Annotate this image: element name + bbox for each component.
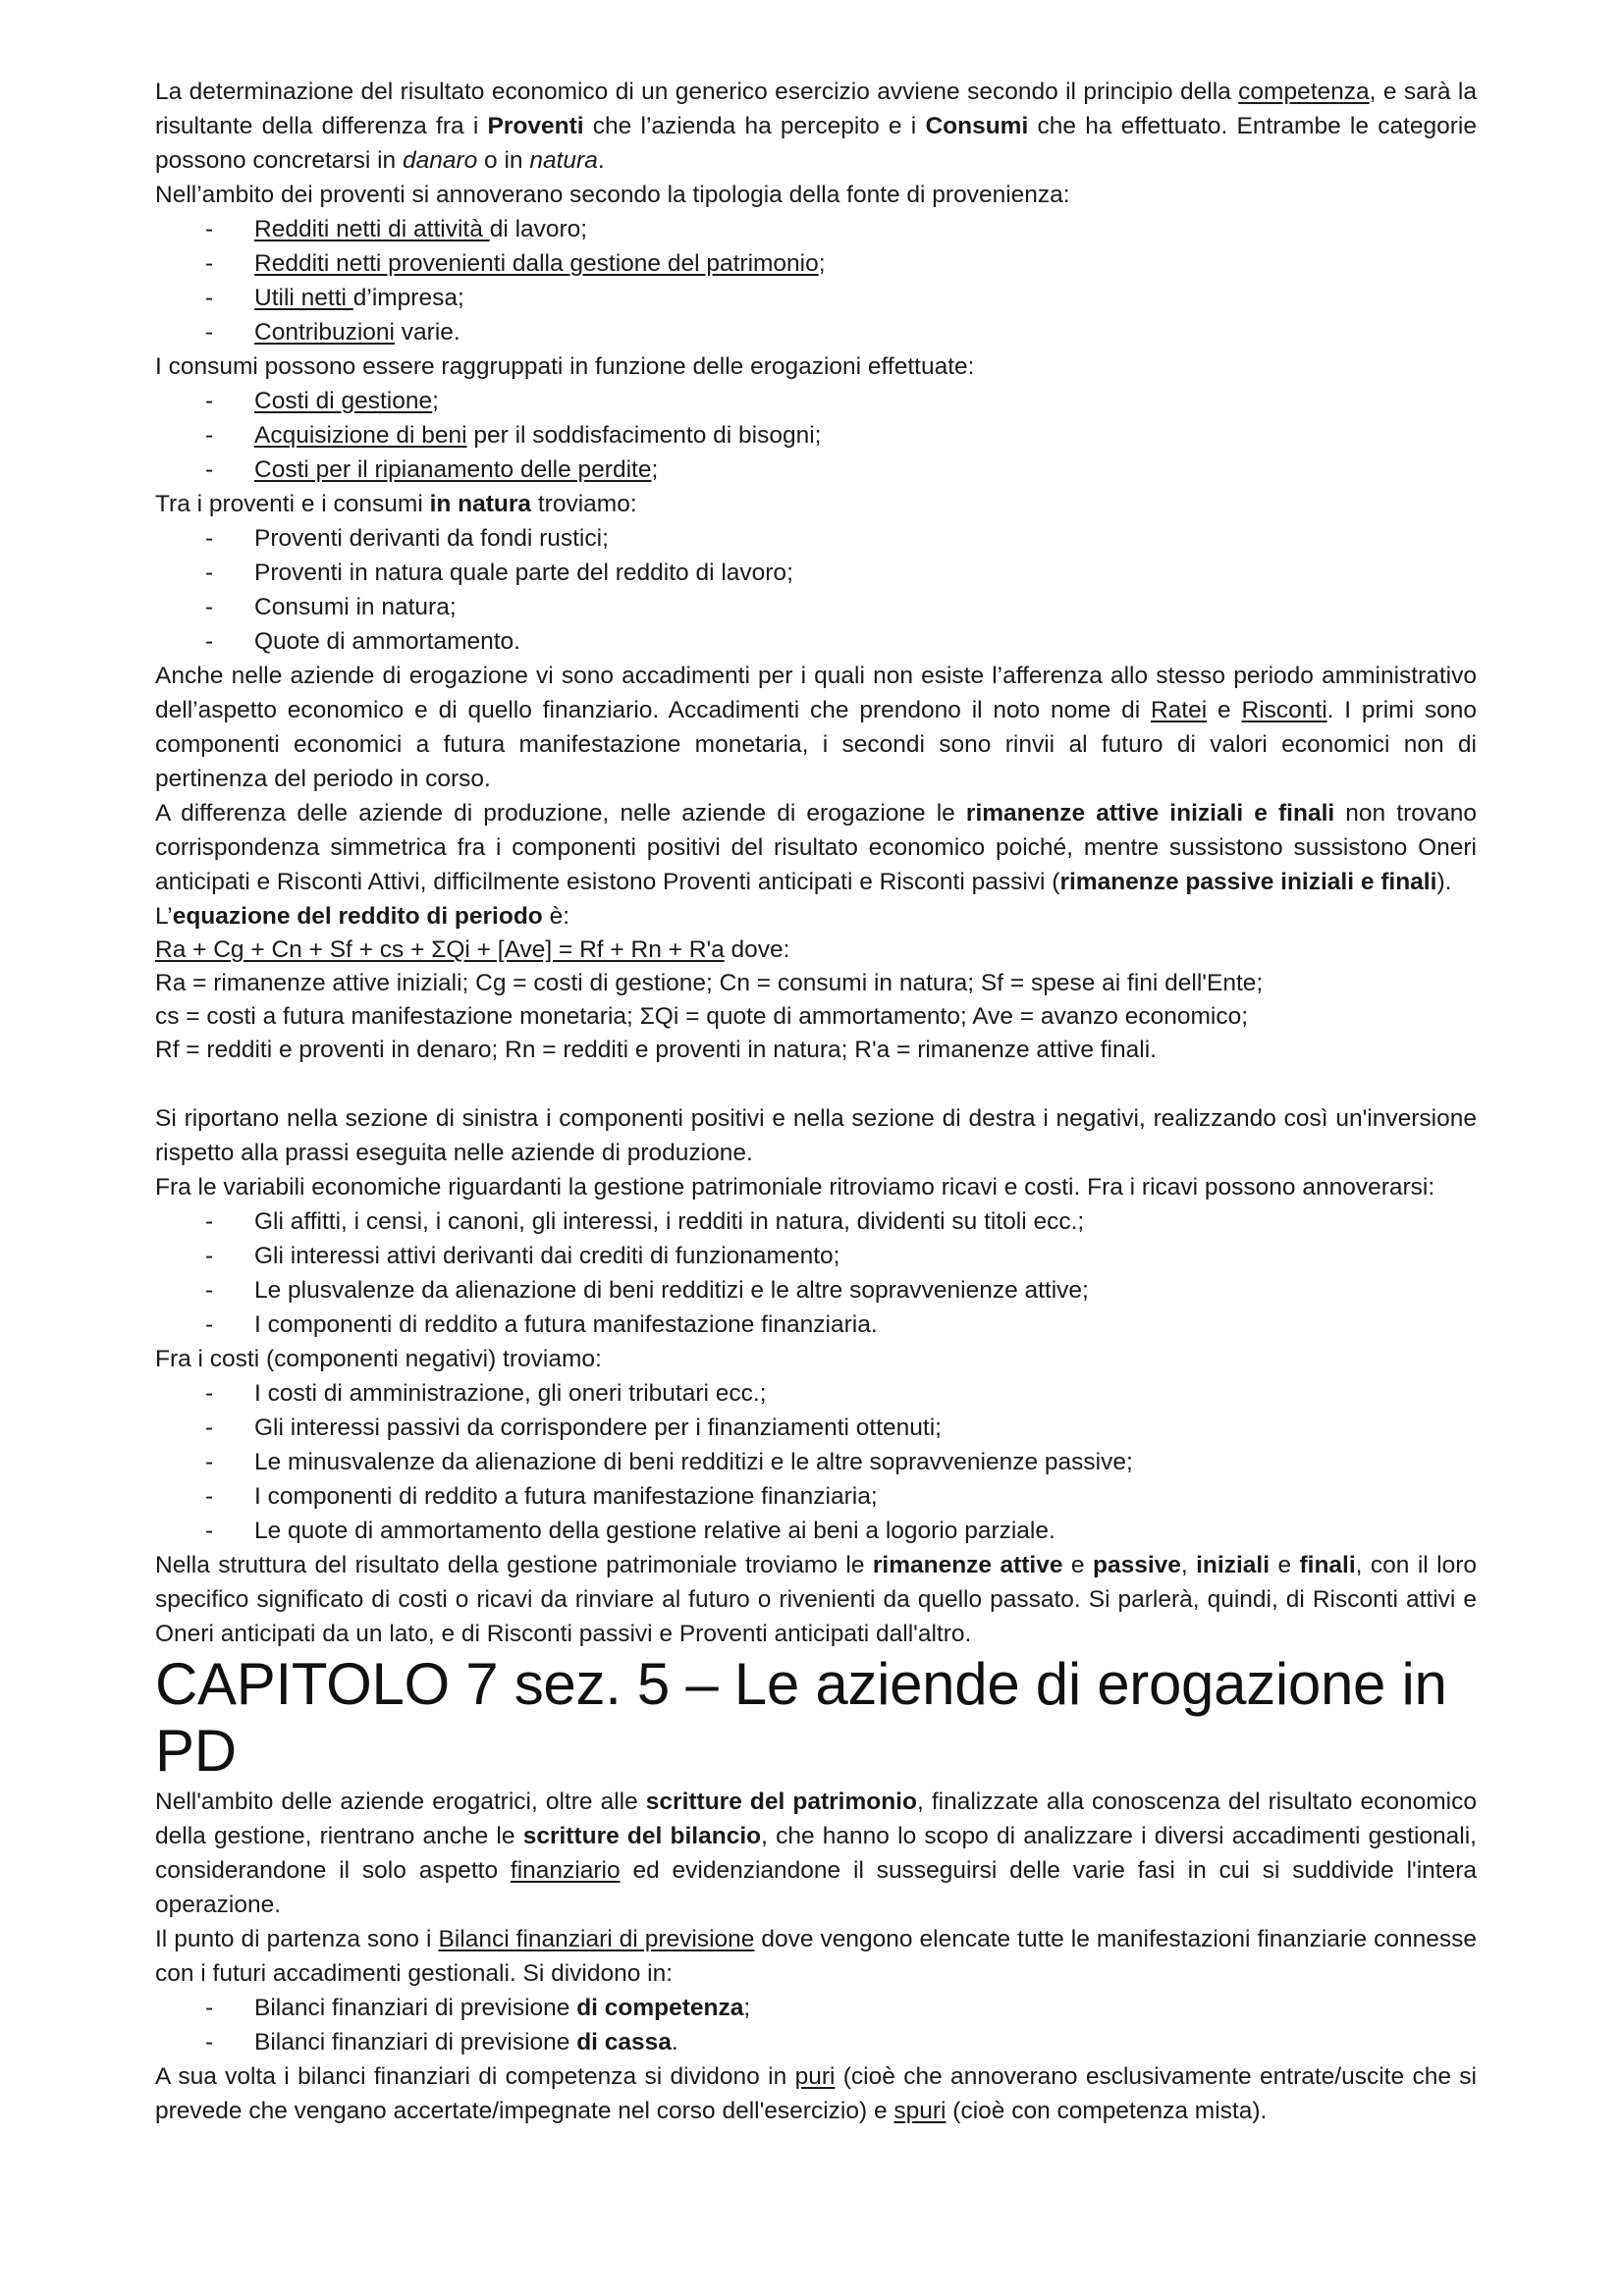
list-item: - I componenti di reddito a futura manifestazione finanziaria;: [155, 1479, 1477, 1514]
paragraph-equazione-intro: L’equazione del reddito di periodo è:: [155, 903, 570, 930]
dash-bullet: -: [205, 319, 214, 346]
list-bilanci: [155, 1991, 1477, 2059]
equation-formula: Ra + Cg + Cn + Sf + cs + ΣQi + [Ave] = Rf + Rn + R'a: [155, 936, 725, 963]
paragraph-proventi-intro: Nell’ambito dei proventi si annoverano secondo la tipologia della fonte di provenienza:: [155, 182, 1070, 208]
dash-bullet: -: [205, 628, 214, 655]
list-natura: [155, 521, 1477, 659]
list-item: - I componenti di reddito a futura manifestazione finanziaria.: [155, 1308, 1477, 1342]
paragraph-costi-intro: Fra i costi (componenti negativi) troviamo:: [155, 1346, 602, 1372]
list-item: - Gli affitti, i censi, i canoni, gli interessi, i redditi in natura, dividenti su titoli ecc.;: [155, 1204, 1477, 1239]
list-item: - Contribuzioni varie.: [155, 315, 1477, 349]
dash-bullet: -: [205, 1380, 214, 1407]
term-competenza: competenza: [1238, 79, 1370, 105]
list-item: - Redditi netti di attività di lavoro;: [155, 212, 1477, 246]
dash-bullet: -: [205, 1449, 214, 1475]
list-item: - Costi per il ripianamento delle perdite;: [155, 453, 1477, 487]
paragraph-puri-spuri: A sua volta i bilanci finanziari di competenza si dividono in puri (cioè che annoverano esclusivamente entrate/uscite che si prevede che vengano accertate/impegnate nel corso dell'esercizio) e spuri (cioè con competenza mista).: [155, 2063, 1477, 2124]
paragraph-sezioni: Si riportano nella sezione di sinistra i componenti positivi e nella sezione di destra i negativi, realizzando così un'inversione rispetto alla prassi eseguita nelle aziende di produzione.: [155, 1105, 1477, 1166]
list-item: - Consumi in natura;: [155, 590, 1477, 624]
dash-bullet: -: [205, 1415, 214, 1441]
dash-bullet: -: [205, 456, 214, 483]
dash-bullet: -: [205, 216, 214, 242]
paragraph-intro: La determinazione del risultato economico di un generico esercizio avviene secondo il principio della competenza, e sarà la risultante della differenza fra i Proventi che l’azienda ha percepito e i Consumi che ha effettuato. Entrambe le categorie possono concretarsi in danaro o in natura.: [155, 79, 1478, 174]
list-item: - I costi di amministrazione, gli oneri tributari ecc.;: [155, 1376, 1477, 1411]
dash-bullet: -: [205, 388, 214, 414]
list-item: - Acquisizione di beni per il soddisfacimento di bisogni;: [155, 418, 1477, 453]
list-ricavi: [155, 1204, 1477, 1342]
list-item: - Utili netti d’impresa;: [155, 281, 1477, 315]
list-item: - Gli interessi attivi derivanti dai crediti di funzionamento;: [155, 1239, 1477, 1273]
list-item: - Le plusvalenze da alienazione di beni redditizi e le altre sopravvenienze attive;: [155, 1273, 1477, 1308]
list-item: - Proventi in natura quale parte del reddito di lavoro;: [155, 556, 1477, 590]
dash-bullet: -: [205, 1243, 214, 1269]
equation-block: Ra + Cg + Cn + Sf + cs + ΣQi + [Ave] = Rf + Rn + R'a dove: Ra = rimanenze attive iniziali; Cg = costi di gestione; Cn = consumi in natura; Sf = spese ai fini dell'Ente; cs = costi a futura manifestazione monetaria; ΣQi = quote di ammortamento; Ave = avanzo economico; Rf = redditi e proventi in denaro; Rn = redditi e proventi in natura; R'a = rimanenze attive finali.: [155, 934, 1477, 1067]
list-item: - Bilanci finanziari di previsione di cassa.: [155, 2025, 1477, 2059]
dash-bullet: -: [205, 2029, 214, 2056]
paragraph-natura-intro: Tra i proventi e i consumi in natura troviamo:: [155, 491, 637, 517]
list-item: - Costi di gestione;: [155, 384, 1477, 418]
paragraph-consumi-intro: I consumi possono essere raggruppati in funzione delle erogazioni effettuate:: [155, 353, 975, 380]
dash-bullet: -: [205, 1277, 214, 1304]
list-item: - Bilanci finanziari di previsione di competenza;: [155, 1991, 1477, 2025]
paragraph-scritture: Nell'ambito delle aziende erogatrici, oltre alle scritture del patrimonio, finalizzate alla conoscenza del risultato economico della gestione, rientrano anche le scritture del bilancio, che hanno lo scopo di analizzare i diversi accadimenti gestionali, considerandone il solo aspetto finanziario ed evidenziandone il susseguirsi delle varie fasi in cui si suddivide l'intera operazione.: [155, 1789, 1477, 1918]
dash-bullet: -: [205, 422, 214, 449]
document-page: [155, 75, 1477, 2128]
dash-bullet: -: [205, 1483, 214, 1510]
list-item: - Le quote di ammortamento della gestione relative ai beni a logorio parziale.: [155, 1514, 1477, 1548]
dash-bullet: -: [205, 250, 214, 277]
chapter-heading: CAPITOLO 7 sez. 5 – Le aziende di erogazione in PD: [155, 1651, 1447, 1784]
list-consumi: [155, 384, 1477, 487]
equation-legend-line: Ra = rimanenze attive iniziali; Cg = costi di gestione; Cn = consumi in natura; Sf = spese ai fini dell'Ente;: [155, 970, 1264, 996]
list-item: - Quote di ammortamento.: [155, 624, 1477, 659]
dash-bullet: -: [205, 1518, 214, 1544]
paragraph-ratei-risconti: Anche nelle aziende di erogazione vi sono accadimenti per i quali non esiste l’afferenza allo stesso periodo amministrativo dell’aspetto economico e di quello finanziario. Accadimenti che prendono il noto nome di Ratei e Risconti. I primi sono componenti economici a futura manifestazione monetaria, i secondi sono rinvii al futuro di valori economici non di pertinenza del periodo in corso.: [155, 663, 1477, 792]
paragraph-bilanci-previsione: Il punto di partenza sono i Bilanci finanziari di previsione dove vengono elencate tutte le manifestazioni finanziarie connesse con i futuri accadimenti gestionali. Si dividono in:: [155, 1926, 1477, 1987]
list-proventi: [155, 212, 1477, 349]
dash-bullet: -: [205, 594, 214, 620]
list-item: - Gli interessi passivi da corrispondere per i finanziamenti ottenuti;: [155, 1411, 1477, 1445]
equation-legend-line: cs = costi a futura manifestazione monetaria; ΣQi = quote di ammortamento; Ave = avanzo economico;: [155, 1003, 1249, 1030]
dash-bullet: -: [205, 1995, 214, 2021]
paragraph-ricavi-intro: Fra le variabili economiche riguardanti la gestione patrimoniale ritroviamo ricavi e costi. Fra i ricavi possono annoverarsi:: [155, 1174, 1435, 1201]
dash-bullet: -: [205, 525, 214, 552]
dash-bullet: -: [205, 1208, 214, 1235]
paragraph-rimanenze: A differenza delle aziende di produzione, nelle aziende di erogazione le rimanenze attive iniziali e finali non trovano corrispondenza simmetrica fra i componenti positivi del risultato economico poiché, mentre sussistono sussistono Oneri anticipati e Risconti Attivi, difficilmente esistono Proventi anticipati e Risconti passivi (rimanenze passive iniziali e finali).: [155, 800, 1477, 895]
list-costi: [155, 1376, 1477, 1548]
list-item: - Le minusvalenze da alienazione di beni redditizi e le altre sopravvenienze passive;: [155, 1445, 1477, 1479]
term-consumi: Consumi: [925, 113, 1029, 139]
dash-bullet: -: [205, 285, 214, 311]
list-item: - Redditi netti provenienti dalla gestione del patrimonio;: [155, 246, 1477, 281]
list-item: - Proventi derivanti da fondi rustici;: [155, 521, 1477, 556]
paragraph-struttura-risultato: Nella struttura del risultato della gestione patrimoniale troviamo le rimanenze attive e passive, iniziali e finali, con il loro specifico significato di costi o ricavi da rinviare al futuro o rivenienti da quello passato. Si parlerà, quindi, di Risconti attivi e Oneri anticipati da un lato, e di Risconti passivi e Proventi anticipati dall'altro.: [155, 1552, 1477, 1647]
equation-legend-line: Rf = redditi e proventi in denaro; Rn = redditi e proventi in natura; R'a = rimanenze attive finali.: [155, 1037, 1157, 1063]
term-proventi: Proventi: [487, 113, 584, 139]
dash-bullet: -: [205, 560, 214, 586]
dash-bullet: -: [205, 1311, 214, 1338]
